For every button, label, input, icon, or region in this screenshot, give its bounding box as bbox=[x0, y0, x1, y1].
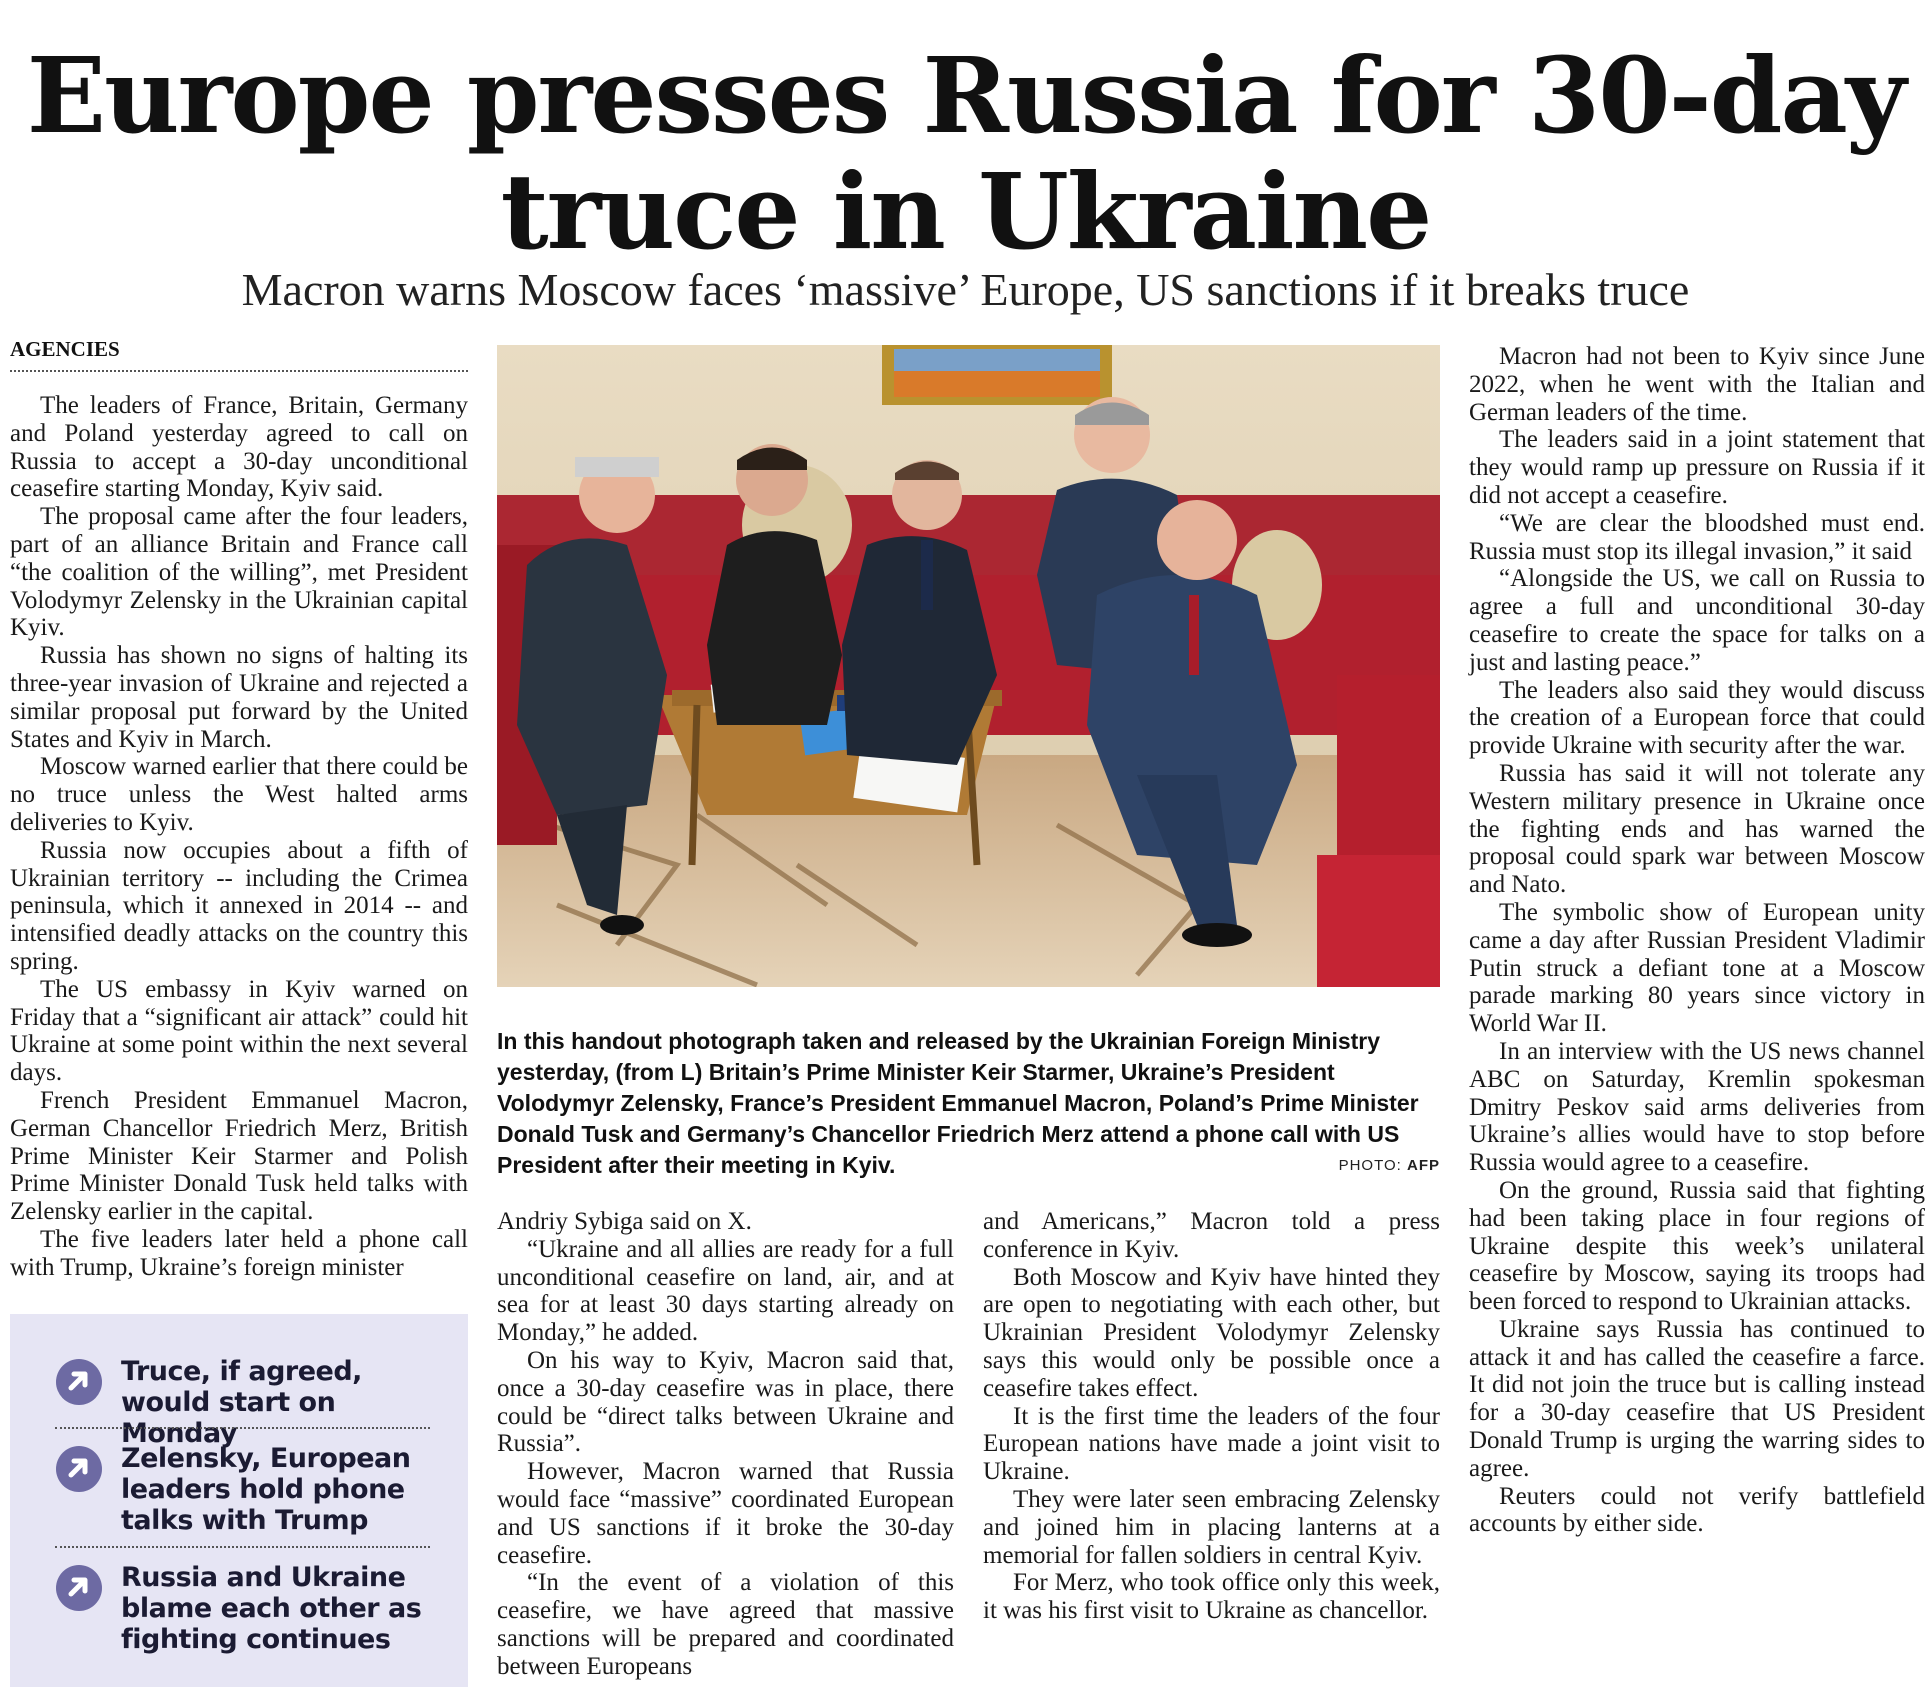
paragraph: French President Emmanuel Macron, German Chancellor Friedrich Merz, British Prime Minister Keir Starmer and Polish Prime Minister Donald Tusk held talks with Zelensky earlier in the capital. bbox=[10, 1086, 468, 1226]
paragraph: “Ukraine and all allies are ready for a full unconditional ceasefire on land, air, and at sea for at least 30 days starting already on Monday,” he added. bbox=[497, 1235, 954, 1347]
headline-line-1: Europe presses Russia for 30-day bbox=[26, 34, 1905, 157]
paragraph: Both Moscow and Kyiv have hinted they are open to negotiating with each other, but Ukrainian President Volodymyr Zelensky says this would only be possible once a ceasefire takes effect. bbox=[983, 1263, 1440, 1402]
paragraph: The leaders also said they would discuss the creation of a European force that could provide Ukraine with security after the war. bbox=[1469, 676, 1925, 760]
photo-credit-label: PHOTO: bbox=[1338, 1157, 1402, 1174]
photo-credit-source: AFP bbox=[1407, 1157, 1440, 1174]
paragraph: They were later seen embracing Zelensky and joined him in placing lanterns at a memorial for fallen soldiers in central Kyiv. bbox=[983, 1485, 1440, 1569]
paragraph: “Alongside the US, we call on Russia to agree a full and unconditional 30-day ceasefire to create the space for talks on a just and lasting peace.” bbox=[1469, 565, 1925, 676]
paragraph: Andriy Sybiga said on X. bbox=[497, 1208, 752, 1235]
paragraph: It is the first time the leaders of the four European nations have made a joint visit to Ukraine. bbox=[983, 1402, 1440, 1486]
paragraph: The symbolic show of European unity came a day after Russian President Vladimir Putin struck a defiant tone at a Moscow parade marking 80 years since victory in World War II. bbox=[1469, 898, 1925, 1038]
paragraph: On his way to Kyiv, Macron said that, once a 30-day ceasefire was in place, there could be “direct talks between Ukraine and Russia”. bbox=[497, 1346, 954, 1458]
highlight-item bbox=[55, 1356, 435, 1449]
paragraph: The US embassy in Kyiv warned on Friday that a “significant air attack” could hit Ukraine at some point within the next several days. bbox=[10, 975, 468, 1087]
photo-credit bbox=[1339, 1157, 1440, 1174]
article-column-4 bbox=[1469, 343, 1925, 1538]
highlight-text: Russia and Ukraine blame each other as fighting continues bbox=[121, 1562, 422, 1655]
highlight-item bbox=[55, 1562, 435, 1655]
paragraph: Russia now occupies about a fifth of Ukrainian territory -- including the Crimea peninsula, which it annexed in 2014 -- and intensified deadly attacks on the country this spring. bbox=[10, 836, 468, 975]
arrow-circle-icon bbox=[55, 1358, 103, 1406]
paragraph: Ukraine says Russia has continued to attack it and has called the ceasefire a farce. It did not join the truce but is calling instead for a 30-day ceasefire that US President Donald Trump is urging the warring sides to agree. bbox=[1469, 1315, 1925, 1482]
arrow-circle-icon bbox=[55, 1564, 103, 1612]
article-column-1 bbox=[10, 392, 468, 1282]
highlight-text: Truce, if agreed, would start on Monday bbox=[121, 1356, 362, 1449]
paragraph: In an interview with the US news channel ABC on Saturday, Kremlin spokesman Dmitry Peskov said arms deliveries from Ukraine’s allies would have to stop before Russia would agree to a ceasefire. bbox=[1469, 1037, 1925, 1177]
paragraph: Macron had not been to Kyiv since June 2022, when he went with the Italian and German leaders of the time. bbox=[1469, 343, 1925, 426]
paragraph: The leaders said in a joint statement that they would ramp up pressure on Russia if it did not accept a ceasefire. bbox=[1469, 426, 1925, 509]
paragraph: Russia has said it will not tolerate any Western military presence in Ukraine once the fighting ends and has warned the proposal could spark war between Moscow and Nato. bbox=[1469, 759, 1925, 899]
paragraph: On the ground, Russia said that fighting had been taking place in four regions of Ukraine despite this week’s unilateral ceasefire by Moscow, saying its troops had been forced to respond to Ukrainian attacks. bbox=[1469, 1176, 1925, 1316]
paragraph: “In the event of a violation of this ceasefire, we have agreed that massive sanctions will be prepared and coordinated between Europeans bbox=[497, 1569, 954, 1680]
subheadline: Macron warns Moscow faces ‘massive’ Europe, US sanctions if it breaks truce bbox=[241, 264, 1690, 315]
news-photo bbox=[497, 345, 1440, 987]
headline bbox=[0, 34, 1931, 273]
arrow-circle-icon bbox=[55, 1445, 103, 1493]
paragraph: Reuters could not verify battlefield accounts by either side. bbox=[1469, 1482, 1925, 1538]
highlight-divider bbox=[55, 1427, 430, 1429]
byline: AGENCIES bbox=[10, 336, 468, 372]
paragraph: The five leaders later held a phone call with Trump, Ukraine’s foreign minister bbox=[10, 1225, 468, 1281]
photo-caption: In this handout photograph taken and released by the Ukrainian Foreign Ministry yesterday, (from L) Britain’s Prime Minister Keir Starmer, Ukraine’s President Volodymyr Zelensky, France’s President Emmanuel Macron, Poland’s Prime Minister Donald Tusk and Germany’s Chancellor Friedrich Merz attend a phone call with US President after their meeting in Kyiv. bbox=[497, 1028, 1419, 1178]
article-column-2 bbox=[497, 1208, 954, 1681]
paragraph: The proposal came after the four leaders, part of an alliance Britain and France call “the coalition of the willing”, met President Volodymyr Zelensky in the Ukrainian capital Kyiv. bbox=[10, 503, 468, 642]
article-column-3 bbox=[983, 1208, 1440, 1625]
highlight-text: Zelensky, European leaders hold phone talks with Trump bbox=[121, 1443, 411, 1536]
leaders-meeting-photo bbox=[497, 345, 1440, 987]
paragraph: and Americans,” Macron told a press conference in Kyiv. bbox=[983, 1208, 1440, 1263]
paragraph: Moscow warned earlier that there could be no truce unless the West halted arms deliveries to Kyiv. bbox=[10, 753, 468, 836]
paragraph: “We are clear the bloodshed must end. Russia must stop its illegal invasion,” it said bbox=[1469, 509, 1925, 565]
paragraph: Russia has shown no signs of halting its three-year invasion of Ukraine and rejected a similar proposal put forward by the United States and Kyiv in March. bbox=[10, 642, 468, 753]
paragraph: The leaders of France, Britain, Germany and Poland yesterday agreed to call on Russia to accept a 30-day unconditional ceasefire starting Monday, Kyiv said. bbox=[10, 392, 468, 503]
paragraph: However, Macron warned that Russia would face “massive” coordinated European and US sanctions if it broke the 30-day ceasefire. bbox=[497, 1458, 954, 1569]
highlight-item bbox=[55, 1443, 435, 1536]
highlights-box bbox=[10, 1314, 468, 1687]
paragraph: For Merz, who took office only this week, it was his first visit to Ukraine as chancellor. bbox=[983, 1569, 1440, 1625]
headline-line-2: truce in Ukraine bbox=[500, 150, 1431, 273]
highlight-divider bbox=[55, 1546, 430, 1548]
